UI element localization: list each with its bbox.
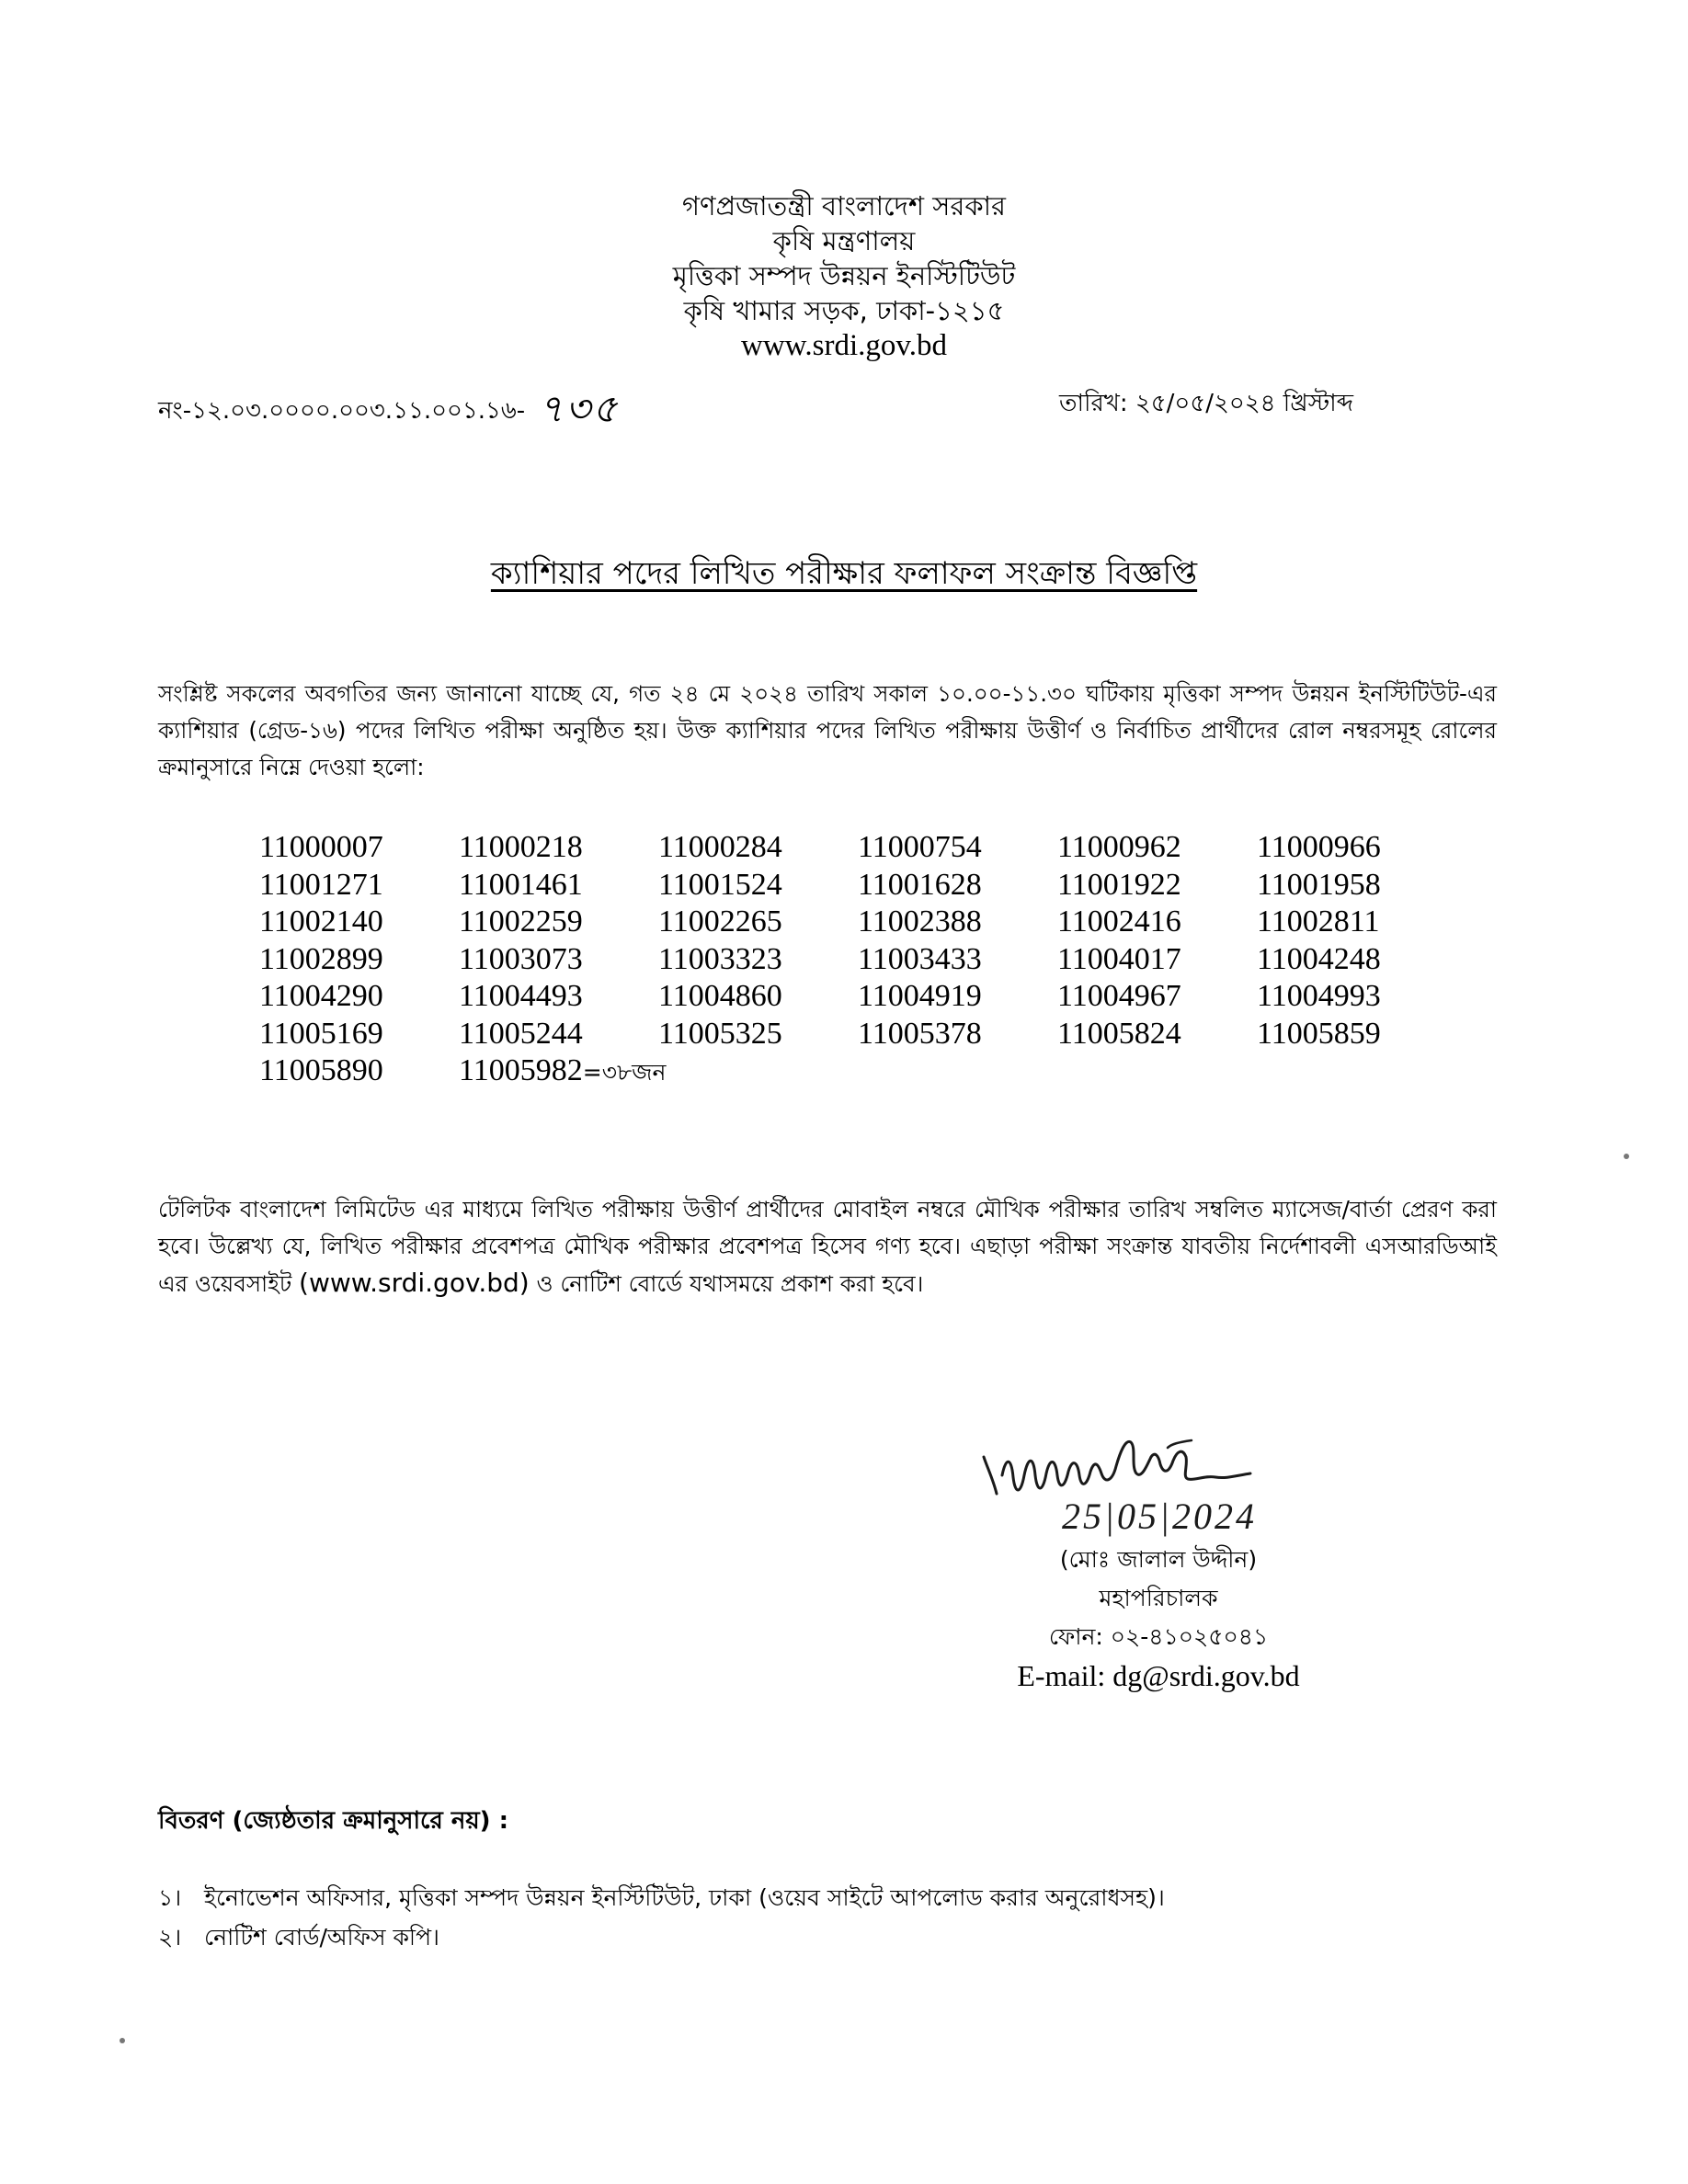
institute-address: কৃষি খামার সড়ক, ঢাকা-১২১৫ (683, 295, 1005, 326)
roll-number-value: 11002899 (259, 941, 383, 976)
roll-number-value: 11001958 (1257, 867, 1381, 902)
roll-number-value: 11002811 (1257, 904, 1380, 938)
roll-number (459, 904, 658, 941)
roll-number (259, 978, 459, 1016)
roll-number (459, 941, 658, 979)
roll-number-value: 11002388 (858, 904, 982, 938)
roll-number-value: 11002140 (259, 904, 383, 938)
roll-number-value: 11004017 (1057, 941, 1181, 976)
notice-text-end: ও নোটিশ বোর্ডে যথাসময়ে প্রকাশ করা হবে। (536, 1270, 924, 1297)
govt-name: গণপ্রজাতন্ত্রী বাংলাদেশ সরকার (681, 190, 1007, 222)
notice-text: টেলিটক বাংলাদেশ লিমিটেড এর মাধ্যমে লিখিত পরীক্ষায় উত্তীর্ণ প্রার্থীদের মোবাইল নম্বরে মৌখিক পরীক্ষার তারিখ সম্বলিত ম্যাসেজ/বার্তা প্রেরণ করা হবে। উল্লেখ্য যে, লিখিত পরীক্ষার প্রবেশপত্র মৌখিক পরীক্ষার প্রবেশপত্র হিসেব গণ্য হবে। এছাড়া পরীক্ষা সংক্রান্ত যাবতীয় নির্দেশাবলী এসআরডিআই এর ওয়েবসাইট (158, 1196, 1497, 1297)
roll-number-value: 11004860 (658, 979, 782, 1013)
roll-number-value: 11005982 (459, 1053, 583, 1087)
roll-number (1257, 867, 1456, 904)
notice-title: ক্যাশিয়ার পদের লিখিত পরীক্ষার ফলাফল সংক্রান্ত বিজ্ঞপ্তি (490, 555, 1198, 592)
distribution-item (158, 1919, 439, 1959)
roll-number-value: 11002265 (658, 904, 782, 938)
roll-number (459, 1016, 658, 1053)
roll-number (658, 867, 858, 904)
distribution-item (158, 1880, 1165, 1919)
roll-number (1257, 1016, 1456, 1053)
signer-name: (মোঃ জালাল উদ্দীন) (1059, 1546, 1258, 1573)
roll-number-value: 11005325 (658, 1016, 782, 1051)
roll-number (1257, 829, 1456, 867)
roll-number-value: 11005244 (459, 1016, 583, 1051)
roll-number-value: 11004493 (459, 979, 583, 1013)
roll-number-list (259, 829, 1456, 1092)
roll-number-value: 11001628 (858, 867, 982, 902)
roll-number-value: 11000754 (858, 830, 982, 864)
notice-url: (www.srdi.gov.bd) (299, 1268, 530, 1298)
roll-number-value: 11004967 (1057, 979, 1181, 1013)
roll-number-value: 11000007 (259, 830, 383, 864)
roll-number-value: 11001461 (459, 867, 583, 902)
roll-number (459, 829, 658, 867)
distribution-item-text: নোটিশ বোর্ড/অফিস কপি। (203, 1924, 439, 1951)
letterhead (0, 188, 1688, 363)
roll-number (1257, 904, 1456, 941)
signer-email: E-mail: dg@srdi.gov.bd (1017, 1659, 1300, 1692)
roll-number-value: 11005824 (1057, 1016, 1181, 1051)
roll-number-value: 11005169 (259, 1016, 383, 1051)
roll-number-value: 11003433 (858, 941, 982, 976)
roll-number (259, 829, 459, 867)
roll-number (1057, 978, 1257, 1016)
roll-number-value: 11001922 (1057, 867, 1181, 902)
roll-number (658, 941, 858, 979)
roll-number-value: 11001271 (259, 867, 383, 902)
roll-number (858, 904, 1057, 941)
roll-number-value: 11005378 (858, 1016, 982, 1051)
roll-number (858, 1016, 1057, 1053)
roll-number-value: 11004919 (858, 979, 982, 1013)
institute-name: মৃত্তিকা সম্পদ উন্নয়ন ইনস্টিটিউট (672, 260, 1016, 291)
scan-speck (1624, 1154, 1629, 1159)
roll-number-value: 11000218 (459, 830, 583, 864)
memo-date: তারিখ: ২৫/০৫/২০২৪ খ্রিস্টাব্দ (1059, 390, 1353, 417)
roll-number-value: 11004993 (1257, 979, 1381, 1013)
roll-number (658, 829, 858, 867)
distribution-item-number: ১। (158, 1884, 182, 1911)
memo-number-text: নং-১২.০৩.০০০০.০০৩.১১.০০১.১৬- (158, 397, 526, 425)
memo-number (158, 379, 619, 444)
roll-number (658, 1016, 858, 1053)
roll-number (259, 904, 459, 941)
roll-number (1257, 941, 1456, 979)
roll-number-value: 11003073 (459, 941, 583, 976)
roll-number (1057, 941, 1257, 979)
roll-number (658, 978, 858, 1016)
roll-number (259, 941, 459, 979)
roll-number-value: 11000962 (1057, 830, 1181, 864)
roll-number (1257, 978, 1456, 1016)
roll-number-value: 11005859 (1257, 1016, 1381, 1051)
roll-number (1057, 829, 1257, 867)
roll-number-value: 11002416 (1057, 904, 1181, 938)
roll-number-value: 11000966 (1257, 830, 1381, 864)
roll-number (858, 829, 1057, 867)
roll-number-value: 11004248 (1257, 941, 1381, 976)
roll-number-value: 11001524 (658, 867, 782, 902)
roll-number-value: 11004290 (259, 979, 383, 1013)
scan-speck (120, 2038, 125, 2043)
roll-number (459, 867, 658, 904)
signer-designation: মহাপরিচালক (1099, 1585, 1218, 1611)
roll-number (259, 1052, 459, 1092)
roll-number-value: 11000284 (658, 830, 782, 864)
roll-number (658, 904, 858, 941)
distribution-item-number: ২। (158, 1924, 182, 1951)
signature-image (975, 1420, 1370, 1544)
memo-handwritten-number: ৭৩৫ (538, 389, 620, 431)
roll-number (459, 1052, 667, 1092)
signer-block (956, 1541, 1361, 1695)
roll-number (459, 978, 658, 1016)
roll-number (259, 867, 459, 904)
roll-number-value: 11002259 (459, 904, 583, 938)
roll-number (858, 941, 1057, 979)
roll-number-value: 11003323 (658, 941, 782, 976)
roll-total-count: =৩৮জন (582, 1059, 667, 1086)
institute-website: www.srdi.gov.bd (741, 329, 947, 362)
roll-number (858, 978, 1057, 1016)
intro-paragraph: সংশ্লিষ্ট সকলের অবগতির জন্য জানানো যাচ্ছে যে, গত ২৪ মে ২০২৪ তারিখ সকাল ১০.০০-১১.৩০ ঘটিকায় মৃত্তিকা সম্পদ উন্নয়ন ইনস্টিটিউট-এর ক্যাশিয়ার (গ্রেড-১৬) পদের লিখিত পরীক্ষা অনুষ্ঠিত হয়। উক্ত ক্যাশিয়ার পদের লিখিত পরীক্ষায় উত্তীর্ণ ও নির্বাচিত প্রার্থীদের রোল নম্বরসমূহ রোলের ক্রমানুসারে নিম্নে দেওয়া হলো: (158, 680, 1497, 780)
roll-number-value: 11005890 (259, 1053, 383, 1087)
notice-paragraph (158, 1191, 1497, 1302)
ministry-name: কৃষি মন্ত্রণালয় (772, 225, 916, 256)
distribution-heading: বিতরণ (জ্যেষ্ঠতার ক্রমানুসারে নয়) : (158, 1807, 508, 1835)
distribution-item-text: ইনোভেশন অফিসার, মৃত্তিকা সম্পদ উন্নয়ন ইনস্টিটিউট, ঢাকা (ওয়েব সাইটে আপলোড করার অনুরোধসহ)। (203, 1884, 1165, 1911)
roll-number (1057, 904, 1257, 941)
roll-number (1057, 1016, 1257, 1053)
roll-number (858, 867, 1057, 904)
roll-number (259, 1016, 459, 1053)
signature-date: 25|05|2024 (1062, 1496, 1257, 1537)
signer-phone: ফোন: ০২-৪১০২৫০৪১ (1048, 1623, 1269, 1650)
roll-number (1057, 867, 1257, 904)
